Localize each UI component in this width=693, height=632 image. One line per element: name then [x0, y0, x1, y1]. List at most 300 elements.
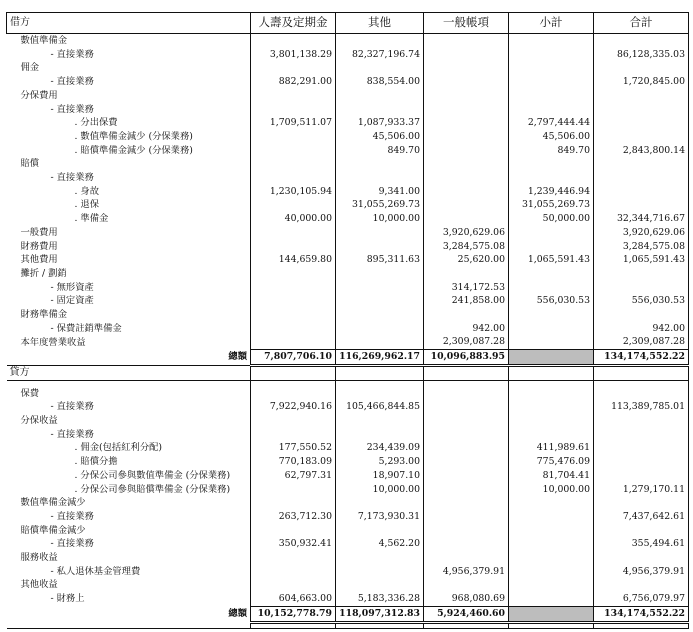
cell-value: 10,152,778.79 — [251, 606, 336, 622]
cell-value — [336, 335, 424, 349]
table-row — [7, 565, 689, 579]
row-label: 數值準備金減少 — [20, 497, 86, 509]
cell-value — [594, 157, 689, 171]
cell-value — [594, 198, 689, 212]
cell-value — [251, 428, 336, 442]
cell-value: 10,000.00 — [509, 483, 594, 497]
cell-value — [424, 414, 509, 428]
cell-value: 556,030.53 — [594, 294, 689, 308]
cell-value — [424, 144, 509, 158]
cell-value: 134,174,552.22 — [594, 606, 689, 622]
cell-value: 1,065,591.43 — [509, 253, 594, 267]
cell-value — [594, 103, 689, 117]
row-label: 其他費用 — [20, 254, 58, 266]
cell-value: 3,801,138.29 — [251, 48, 336, 62]
cell-value: 5,293.00 — [336, 455, 424, 469]
cell-value: 7,807,706.10 — [251, 350, 336, 366]
cell-value: 32,344,716.67 — [594, 212, 689, 226]
row-label: . 佣金(包括紅利分配) — [74, 442, 163, 454]
table-row — [7, 34, 689, 48]
cell-value — [336, 34, 424, 48]
cell-value — [594, 171, 689, 185]
cell-value — [594, 578, 689, 592]
cell-value: 5,924,460.60 — [424, 606, 509, 622]
cell-value — [594, 116, 689, 130]
cell-value — [424, 551, 509, 565]
spacer-row — [7, 622, 689, 628]
row-label: 佣金 — [20, 62, 40, 74]
cell-value — [251, 496, 336, 510]
cell-value: 25,620.00 — [424, 253, 509, 267]
row-label: . 分保公司參與數值準備金 (分保業務) — [74, 469, 231, 481]
cell-value — [594, 524, 689, 538]
cell-value: 263,712.30 — [251, 510, 336, 524]
table-row — [7, 240, 689, 254]
cell-value: 1,239,446.94 — [509, 185, 594, 199]
cell-value — [509, 267, 594, 281]
cell-value — [509, 335, 594, 349]
table-row — [7, 61, 689, 75]
cell-value: 355,494.61 — [594, 537, 689, 551]
cell-value: 4,956,379.91 — [594, 565, 689, 579]
cell-value: 10,096,883.95 — [424, 350, 509, 366]
cell-value: 1,087,933.37 — [336, 116, 424, 130]
cell-value: 134,174,552.22 — [594, 350, 689, 366]
cell-value — [251, 157, 336, 171]
cell-value: 5,183,336.28 — [336, 592, 424, 606]
cell-value — [509, 48, 594, 62]
cell-value — [424, 308, 509, 322]
cell-value: 882,291.00 — [251, 75, 336, 89]
table-row — [7, 185, 689, 199]
cell-value: 241,858.00 — [424, 294, 509, 308]
cell-value — [509, 387, 594, 401]
cell-value — [594, 34, 689, 48]
spacer-cell — [251, 622, 336, 628]
cell-value — [336, 61, 424, 75]
cell-value — [424, 48, 509, 62]
table-row — [7, 212, 689, 226]
row-label: 其他收益 — [20, 579, 58, 591]
cell-value — [336, 281, 424, 295]
row-label: 本年度營業收益 — [20, 336, 86, 348]
cell-value — [251, 387, 336, 401]
cell-value: 2,309,087.28 — [424, 335, 509, 349]
cell-value: 2,797,444.44 — [509, 116, 594, 130]
cell-value: 7,173,930.31 — [336, 510, 424, 524]
cell-value: 234,439.09 — [336, 441, 424, 455]
row-label: 攤折 / 劃銷 — [20, 267, 67, 279]
row-label: 賠償 — [20, 158, 40, 170]
cell-value — [336, 89, 424, 103]
cell-value: 556,030.53 — [509, 294, 594, 308]
row-label: 財務準備金 — [20, 309, 67, 321]
cell-value — [336, 294, 424, 308]
cell-value — [336, 414, 424, 428]
row-label: - 保費註銷準備金 — [50, 322, 122, 334]
spacer-cell — [424, 365, 509, 380]
cell-value: 82,327,196.74 — [336, 48, 424, 62]
cell-value — [424, 157, 509, 171]
cell-value: 86,128,335.03 — [594, 48, 689, 62]
cell-value: 45,506.00 — [336, 130, 424, 144]
cell-value — [336, 103, 424, 117]
debit-total-row — [7, 350, 689, 366]
cell-value — [509, 537, 594, 551]
credit-header: 貸方 — [7, 365, 251, 380]
cell-value — [509, 226, 594, 240]
cell-value: 118,097,312.83 — [336, 606, 424, 622]
row-label: 服務收益 — [20, 552, 58, 564]
cell-value — [424, 428, 509, 442]
cell-value — [424, 171, 509, 185]
cell-value — [336, 578, 424, 592]
col-header-general: 一般帳項 — [424, 13, 509, 34]
cell-value: 144,659.80 — [251, 253, 336, 267]
cell-value: 10,000.00 — [336, 212, 424, 226]
cell-value: 4,956,379.91 — [424, 565, 509, 579]
cell-value — [251, 267, 336, 281]
table-row — [7, 441, 689, 455]
cell-value: 50,000.00 — [509, 212, 594, 226]
cell-value: 942.00 — [424, 322, 509, 336]
cell-value: 895,311.63 — [336, 253, 424, 267]
cell-value — [424, 496, 509, 510]
cell-value — [251, 322, 336, 336]
table-row — [7, 537, 689, 551]
spacer-cell — [7, 622, 251, 628]
row-label: 一般費用 — [20, 226, 58, 238]
cell-value — [594, 441, 689, 455]
cell-value — [251, 294, 336, 308]
spacer-cell — [594, 365, 689, 380]
cell-value: 3,920,629.06 — [424, 226, 509, 240]
cell-value — [251, 34, 336, 48]
cell-value — [509, 524, 594, 538]
cell-value — [594, 61, 689, 75]
cell-value — [251, 483, 336, 497]
cell-value — [336, 171, 424, 185]
cell-value — [594, 469, 689, 483]
cell-value — [509, 428, 594, 442]
cell-value: 314,172.53 — [424, 281, 509, 295]
cell-value — [251, 551, 336, 565]
cell-value — [509, 89, 594, 103]
cell-value — [509, 281, 594, 295]
table-row — [7, 455, 689, 469]
cell-value — [424, 212, 509, 226]
cell-value — [424, 578, 509, 592]
cell-value: 31,055,269.73 — [509, 198, 594, 212]
cell-value: 4,562.20 — [336, 537, 424, 551]
cell-value — [336, 308, 424, 322]
cell-value — [336, 267, 424, 281]
credit-total-row — [7, 606, 689, 622]
spacer-cell — [336, 365, 424, 380]
table-row — [7, 335, 689, 349]
cell-value — [336, 524, 424, 538]
cell-value — [594, 496, 689, 510]
cell-value — [509, 61, 594, 75]
cell-value — [336, 565, 424, 579]
cell-value: 7,437,642.61 — [594, 510, 689, 524]
cell-value — [509, 240, 594, 254]
row-label: . 分保公司參與賠償準備金 (分保業務) — [74, 483, 231, 495]
cell-value — [594, 455, 689, 469]
cell-value — [424, 537, 509, 551]
cell-value — [509, 414, 594, 428]
cell-value — [594, 281, 689, 295]
cell-value — [336, 226, 424, 240]
debit-header: 借方 — [7, 13, 251, 34]
row-label: . 賠償分擔 — [74, 456, 118, 468]
cell-value — [251, 61, 336, 75]
total-label: 總額 — [228, 608, 247, 620]
table-row — [7, 469, 689, 483]
cell-value: 604,663.00 — [251, 592, 336, 606]
table-row — [7, 400, 689, 414]
cell-value — [424, 469, 509, 483]
row-label: - 直接業務 — [50, 401, 94, 413]
cell-value — [251, 281, 336, 295]
cell-value — [251, 240, 336, 254]
cell-value — [251, 308, 336, 322]
table-row — [7, 551, 689, 565]
table-row — [7, 294, 689, 308]
col-header-subtotal: 小計 — [509, 13, 594, 34]
cell-value: 81,704.41 — [509, 469, 594, 483]
cell-value — [251, 226, 336, 240]
row-label: 保費 — [20, 387, 40, 399]
cell-value — [251, 524, 336, 538]
cell-value: 849.70 — [509, 144, 594, 158]
cell-value — [509, 75, 594, 89]
cell-value: 849.70 — [336, 144, 424, 158]
cell-value — [424, 524, 509, 538]
cell-value — [424, 387, 509, 401]
cell-value — [424, 441, 509, 455]
cell-value — [424, 34, 509, 48]
table-row — [7, 496, 689, 510]
cell-value — [594, 185, 689, 199]
table-row — [7, 144, 689, 158]
cell-value — [509, 171, 594, 185]
cell-value: 775,476.09 — [509, 455, 594, 469]
cell-value — [509, 308, 594, 322]
cell-value: 3,284,575.08 — [594, 240, 689, 254]
col-header-other: 其他 — [336, 13, 424, 34]
row-label: - 無形資產 — [50, 281, 94, 293]
cell-value — [509, 34, 594, 48]
cell-value — [336, 428, 424, 442]
col-header-life: 人壽及定期金 — [251, 13, 336, 34]
row-label: 分保收益 — [20, 414, 58, 426]
table-row — [7, 592, 689, 606]
table-row — [7, 387, 689, 401]
cell-value — [424, 103, 509, 117]
cell-value — [336, 496, 424, 510]
ledger-table — [6, 12, 689, 629]
cell-value: 1,230,105.94 — [251, 185, 336, 199]
cell-value — [336, 157, 424, 171]
cell-value: 1,065,591.43 — [594, 253, 689, 267]
row-label: - 財務上 — [50, 593, 85, 605]
cell-value — [509, 510, 594, 524]
table-row — [7, 253, 689, 267]
row-label: 財務費用 — [20, 240, 58, 252]
cell-value — [251, 578, 336, 592]
row-label: . 分出保費 — [74, 117, 118, 129]
row-label: . 退保 — [74, 199, 100, 211]
cell-value: 1,279,170.11 — [594, 483, 689, 497]
cell-value — [336, 551, 424, 565]
cell-value — [251, 171, 336, 185]
table-row — [7, 171, 689, 185]
table-row — [7, 428, 689, 442]
cell-value — [509, 606, 594, 622]
row-label: - 直接業務 — [50, 510, 94, 522]
cell-value: 411,989.61 — [509, 441, 594, 455]
ledger-body — [7, 13, 689, 629]
cell-value: 62,797.31 — [251, 469, 336, 483]
row-label: . 身故 — [74, 185, 100, 197]
spacer-cell — [336, 622, 424, 628]
cell-value — [424, 185, 509, 199]
cell-value — [594, 387, 689, 401]
spacer-cell — [509, 365, 594, 380]
cell-value — [251, 130, 336, 144]
row-label: - 固定資產 — [50, 295, 94, 307]
cell-value: 3,284,575.08 — [424, 240, 509, 254]
row-label: 分保費用 — [20, 89, 58, 101]
cell-value: 3,920,629.06 — [594, 226, 689, 240]
table-row — [7, 75, 689, 89]
cell-value — [336, 240, 424, 254]
cell-value — [594, 414, 689, 428]
table-row — [7, 130, 689, 144]
row-label: 數值準備金 — [20, 35, 67, 46]
row-label: . 賠償準備金減少 (分保業務) — [74, 144, 193, 156]
cell-value — [251, 335, 336, 349]
cell-value — [509, 565, 594, 579]
spacer-cell — [424, 622, 509, 628]
row-label: 賠償準備金減少 — [20, 524, 86, 536]
cell-value — [594, 267, 689, 281]
table-row — [7, 48, 689, 62]
cell-value — [594, 308, 689, 322]
cell-value — [424, 400, 509, 414]
table-row — [7, 267, 689, 281]
cell-value: 1,720,845.00 — [594, 75, 689, 89]
cell-value: 350,932.41 — [251, 537, 336, 551]
table-row — [7, 198, 689, 212]
cell-value — [251, 414, 336, 428]
total-label: 總額 — [228, 351, 247, 363]
row-label: - 直接業務 — [50, 538, 94, 550]
table-row — [7, 483, 689, 497]
row-label: . 準備金 — [74, 213, 109, 225]
cell-value — [424, 483, 509, 497]
cell-value: 9,341.00 — [336, 185, 424, 199]
cell-value — [336, 322, 424, 336]
spacer-cell — [509, 622, 594, 628]
col-header-total: 合計 — [594, 13, 689, 34]
table-row — [7, 89, 689, 103]
cell-value — [509, 578, 594, 592]
cell-value: 105,466,844.85 — [336, 400, 424, 414]
cell-value — [251, 89, 336, 103]
cell-value: 838,554.00 — [336, 75, 424, 89]
cell-value — [424, 75, 509, 89]
cell-value — [509, 400, 594, 414]
table-row — [7, 157, 689, 171]
table-row — [7, 308, 689, 322]
cell-value — [424, 61, 509, 75]
row-label: . 數值準備金減少 (分保業務) — [74, 130, 193, 142]
cell-value: 10,000.00 — [336, 483, 424, 497]
table-row — [7, 103, 689, 117]
cell-value — [509, 350, 594, 366]
cell-value: 31,055,269.73 — [336, 198, 424, 212]
cell-value: 942.00 — [594, 322, 689, 336]
spacer-cell — [594, 622, 689, 628]
cell-value — [424, 267, 509, 281]
table-row — [7, 116, 689, 130]
row-label: - 私人退休基金管理費 — [50, 565, 141, 577]
cell-value: 1,709,511.07 — [251, 116, 336, 130]
table-row — [7, 322, 689, 336]
row-label: - 直接業務 — [50, 103, 94, 115]
cell-value: 770,183.09 — [251, 455, 336, 469]
cell-value: 116,269,962.17 — [336, 350, 424, 366]
cell-value: 177,550.52 — [251, 441, 336, 455]
cell-value — [424, 130, 509, 144]
cell-value — [594, 428, 689, 442]
cell-value: 40,000.00 — [251, 212, 336, 226]
row-label: - 直接業務 — [50, 48, 94, 60]
cell-value: 968,080.69 — [424, 592, 509, 606]
row-label: - 直接業務 — [50, 428, 94, 440]
cell-value — [251, 198, 336, 212]
row-label: - 直接業務 — [50, 76, 94, 88]
cell-value — [509, 592, 594, 606]
cell-value: 6,756,079.97 — [594, 592, 689, 606]
cell-value — [509, 157, 594, 171]
table-row — [7, 524, 689, 538]
cell-value — [424, 455, 509, 469]
credit-section-row — [7, 365, 689, 380]
cell-value — [251, 103, 336, 117]
cell-value: 45,506.00 — [509, 130, 594, 144]
cell-value — [594, 551, 689, 565]
cell-value: 7,922,940.16 — [251, 400, 336, 414]
cell-value — [336, 387, 424, 401]
cell-value — [509, 496, 594, 510]
spacer-cell — [251, 365, 336, 380]
cell-value: 2,309,087.28 — [594, 335, 689, 349]
cell-value: 113,389,785.01 — [594, 400, 689, 414]
table-row — [7, 281, 689, 295]
row-label: - 直接業務 — [50, 172, 94, 184]
cell-value: 18,907.10 — [336, 469, 424, 483]
cell-value — [594, 89, 689, 103]
table-row — [7, 510, 689, 524]
cell-value — [509, 322, 594, 336]
cell-value — [424, 89, 509, 103]
cell-value: 2,843,800.14 — [594, 144, 689, 158]
cell-value — [424, 198, 509, 212]
table-row — [7, 414, 689, 428]
